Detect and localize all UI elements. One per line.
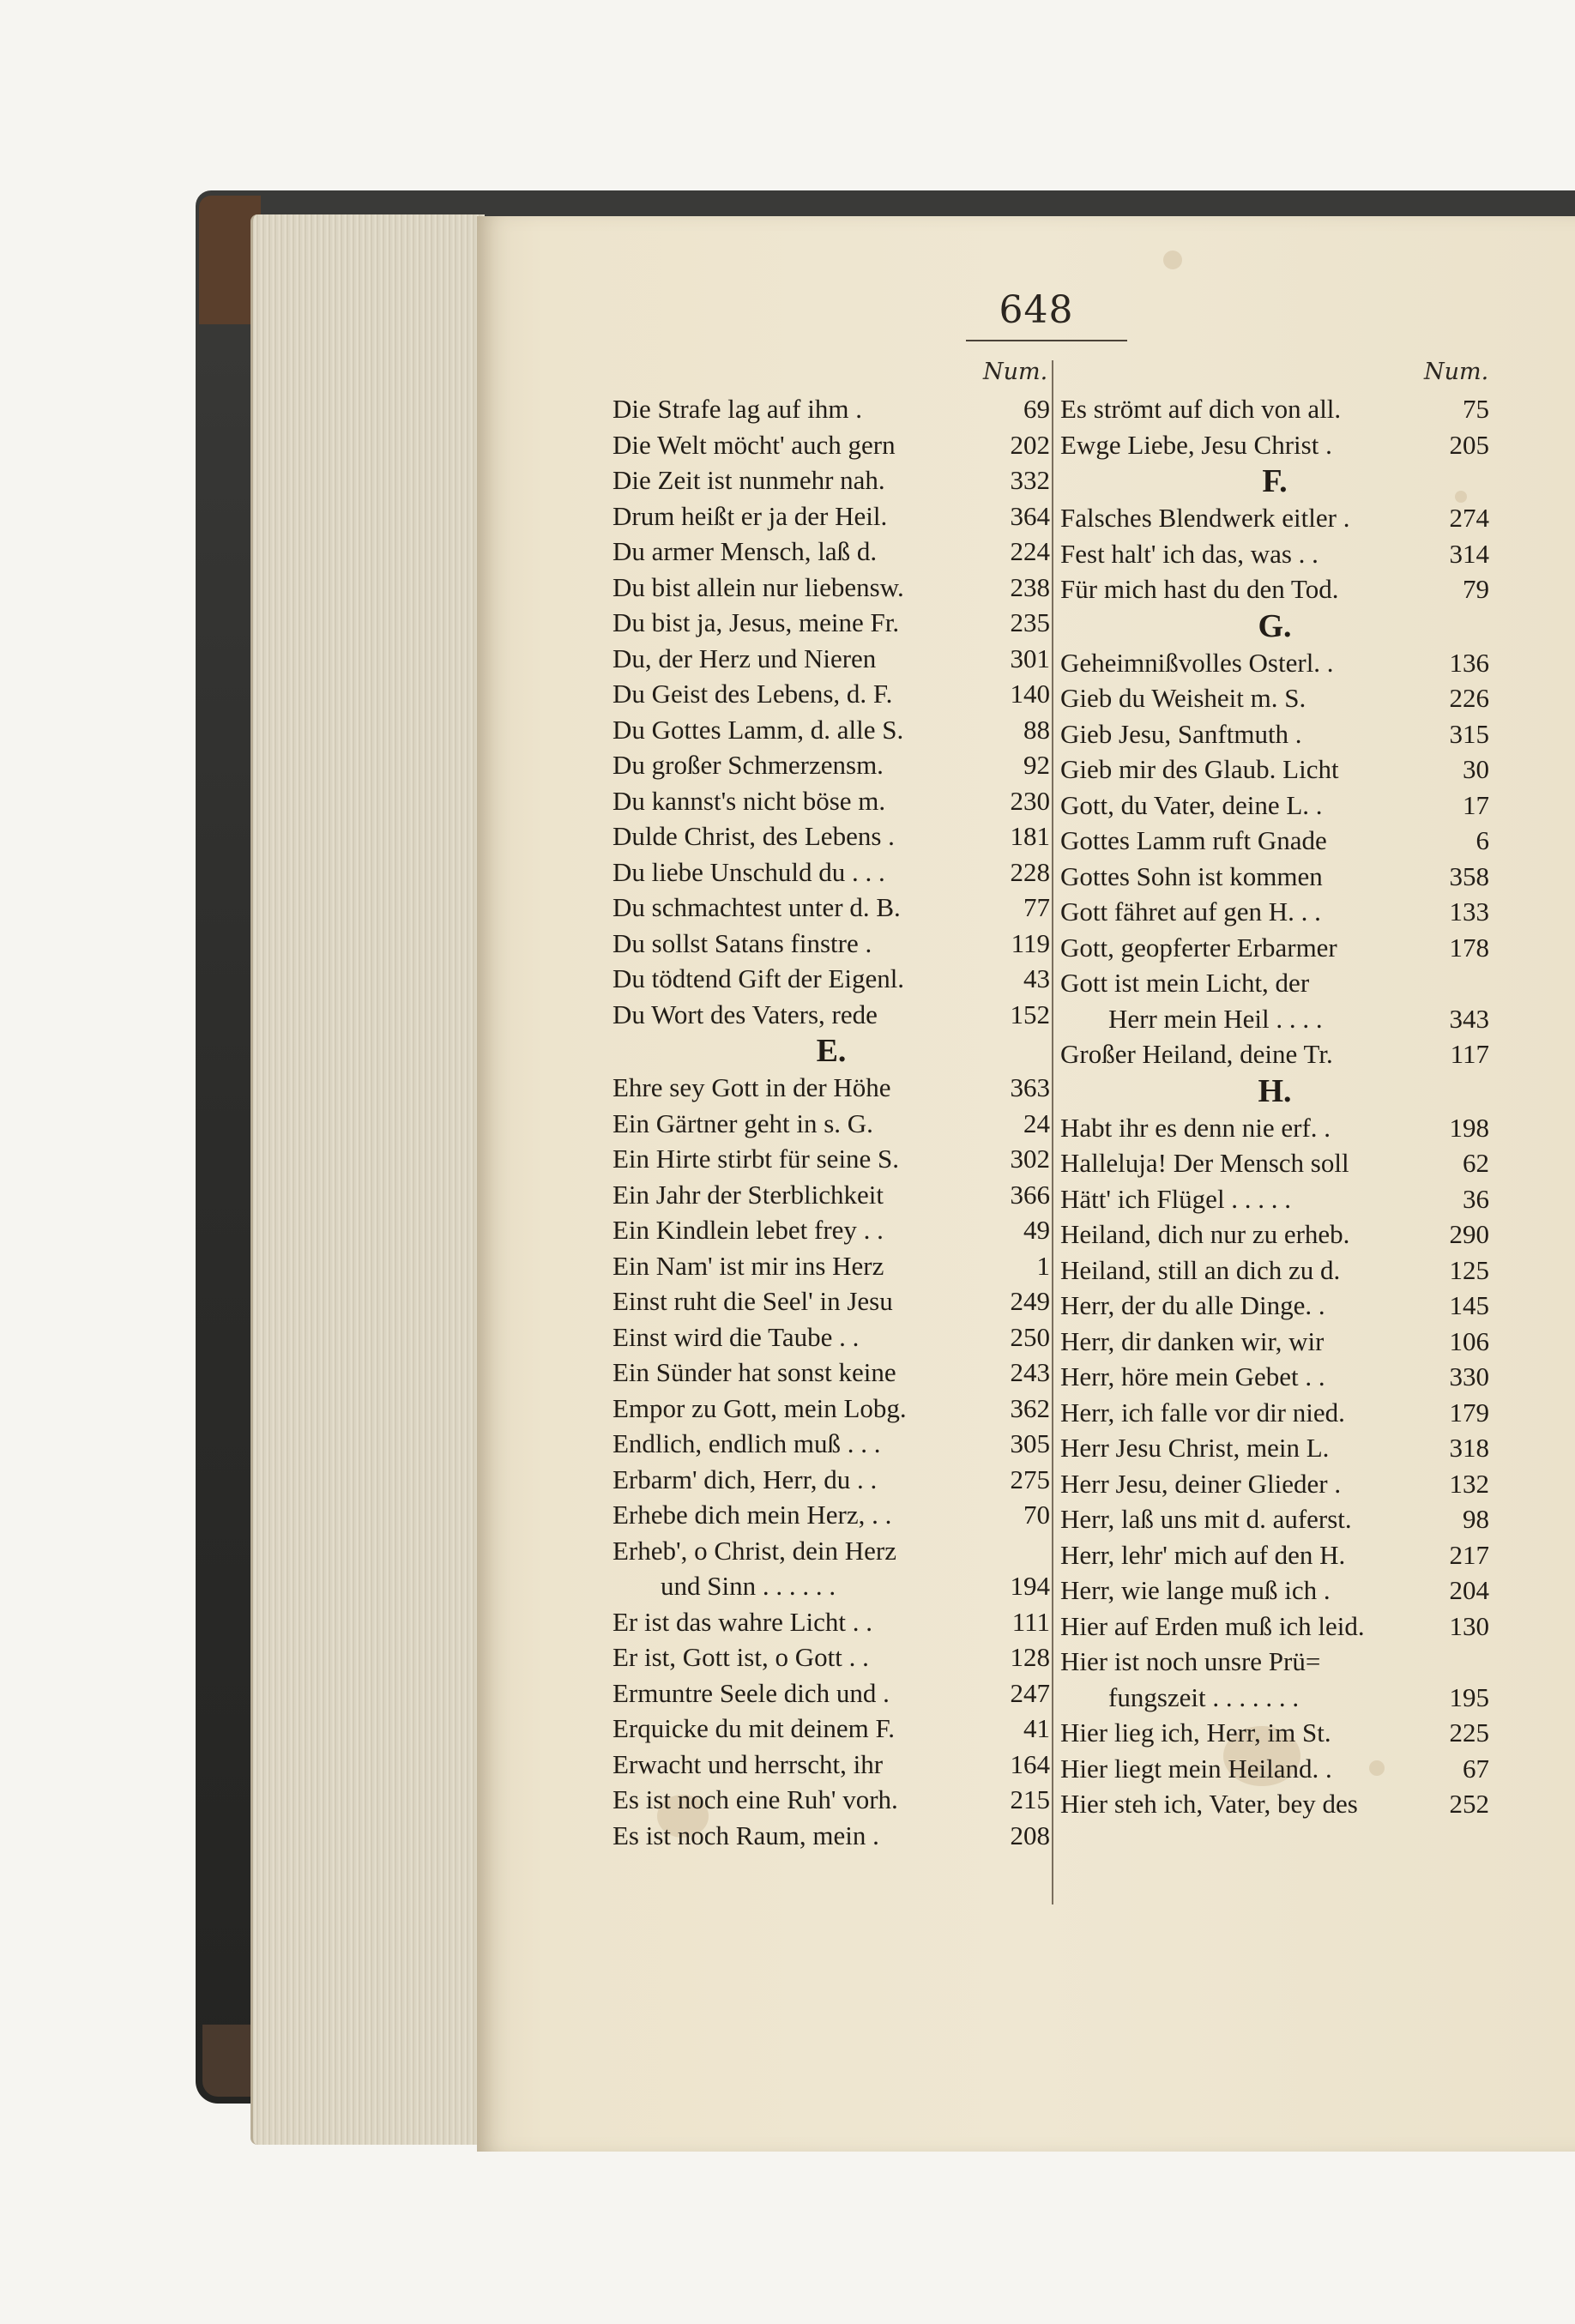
entry-title: Du sollst Satans finstre . — [612, 927, 872, 958]
entry-title: Es ist noch eine Ruh' vorh. — [612, 1784, 898, 1814]
index-entry — [1060, 1324, 1489, 1360]
entry-number: 111 — [1011, 1606, 1050, 1637]
index-entry — [612, 1462, 1050, 1498]
index-entry — [612, 1391, 1050, 1427]
entry-title: Herr, der du alle Dinge. . — [1060, 1290, 1325, 1320]
index-entry — [1060, 1537, 1489, 1573]
entry-title: Herr, dir danken wir, wir — [1060, 1325, 1325, 1356]
entry-number: 228 — [1010, 856, 1050, 887]
entry-number: 132 — [1449, 1468, 1489, 1499]
entry-number: 62 — [1463, 1148, 1489, 1178]
index-entry — [612, 818, 1050, 854]
entry-number: 243 — [1010, 1357, 1050, 1387]
index-entry — [1060, 427, 1489, 463]
index-entry — [1060, 1501, 1489, 1537]
index-entry — [1060, 1715, 1489, 1751]
entry-number: 225 — [1449, 1717, 1489, 1748]
num-header-left: Num. — [983, 359, 1048, 385]
entry-number: 145 — [1449, 1290, 1489, 1320]
index-entry-continuation — [1060, 1001, 1489, 1037]
entry-title: Fest halt' ich das, was . . — [1060, 538, 1319, 569]
entry-number: 119 — [1011, 927, 1050, 958]
index-entry — [612, 1141, 1050, 1177]
index-entry — [1060, 500, 1489, 536]
index-entry — [1060, 1145, 1489, 1181]
index-entry — [1060, 1609, 1489, 1645]
entry-title: Ein Kindlein lebet frey . . — [612, 1215, 884, 1245]
index-entry — [612, 427, 1050, 463]
entry-number: 215 — [1010, 1784, 1050, 1814]
entry-title: Erbarm' dich, Herr, du . . — [612, 1464, 878, 1494]
index-entry — [1060, 930, 1489, 966]
entry-title: Herr Jesu, deiner Glieder . — [1060, 1468, 1342, 1499]
entry-title: Hier steh ich, Vater, bey des — [1060, 1789, 1358, 1819]
index-entry — [1060, 1181, 1489, 1217]
index-entry — [612, 1070, 1050, 1106]
entry-title: Gottes Lamm ruft Gnade — [1060, 825, 1327, 855]
section-letter-f: F. — [1262, 463, 1288, 499]
entry-number: 24 — [1023, 1108, 1050, 1138]
entry-title: Du armer Mensch, laß d. — [612, 536, 878, 566]
entry-title: Hier auf Erden muß ich leid. — [1060, 1610, 1365, 1641]
entry-number: 36 — [1463, 1183, 1489, 1214]
entry-number: 136 — [1449, 647, 1489, 678]
entry-number: 130 — [1449, 1610, 1489, 1641]
entry-number: 92 — [1023, 750, 1050, 780]
entry-number: 6 — [1475, 825, 1489, 855]
entry-number: 230 — [1010, 785, 1050, 816]
index-entry — [612, 997, 1050, 1033]
entry-number: 178 — [1449, 932, 1489, 963]
entry-title: Großer Heiland, deine Tr. — [1060, 1039, 1333, 1069]
entry-number: 314 — [1449, 538, 1489, 569]
entry-title: Gieb mir des Glaub. Licht — [1060, 754, 1339, 784]
index-entry — [1060, 1786, 1489, 1822]
section-letter-g: G. — [1258, 607, 1292, 644]
entry-number: 194 — [1010, 1571, 1050, 1601]
entry-number: 330 — [1449, 1361, 1489, 1391]
index-entry — [612, 961, 1050, 997]
entry-number: 204 — [1449, 1575, 1489, 1605]
index-entry — [612, 1639, 1050, 1675]
entry-title: Er ist, Gott ist, o Gott . . — [612, 1642, 869, 1672]
index-entry — [612, 498, 1050, 534]
entry-title: und Sinn . . . . . . — [661, 1571, 836, 1601]
entry-title: Die Zeit ist nunmehr nah. — [612, 465, 885, 495]
index-entry — [612, 391, 1050, 427]
entry-number: 363 — [1010, 1072, 1050, 1102]
entry-title: Du bist allein nur liebensw. — [612, 571, 904, 602]
index-entry — [1060, 571, 1489, 607]
entry-number: 302 — [1010, 1144, 1050, 1174]
index-entry — [1060, 1466, 1489, 1502]
entry-title: Hier liegt mein Heiland. . — [1060, 1753, 1332, 1784]
index-entry — [612, 1818, 1050, 1854]
entry-number: 274 — [1449, 503, 1489, 533]
entry-number: 125 — [1449, 1254, 1489, 1285]
entry-title: Falsches Blendwerk eitler . — [1060, 503, 1350, 533]
index-entry — [612, 712, 1050, 748]
index-entry — [1060, 859, 1489, 895]
entry-title: Herr, wie lange muß ich . — [1060, 1575, 1331, 1605]
index-entry — [1060, 965, 1489, 1001]
index-entry — [612, 1177, 1050, 1213]
entry-number: 152 — [1010, 999, 1050, 1029]
index-entry — [1060, 788, 1489, 824]
entry-number: 198 — [1449, 1112, 1489, 1143]
index-entry — [612, 1283, 1050, 1319]
index-entry — [1060, 823, 1489, 859]
entry-number: 332 — [1010, 465, 1050, 495]
entry-title: Herr, ich falle vor dir nied. — [1060, 1397, 1345, 1428]
index-column-right — [1060, 391, 1489, 1822]
entry-number: 179 — [1449, 1397, 1489, 1428]
entry-title: Du kannst's nicht böse m. — [612, 785, 886, 816]
entry-number: 250 — [1010, 1321, 1050, 1352]
index-entry — [612, 1782, 1050, 1818]
entry-number: 343 — [1449, 1003, 1489, 1034]
entry-title: Du Gottes Lamm, d. alle S. — [612, 714, 904, 745]
entry-number: 247 — [1010, 1677, 1050, 1708]
entry-title: Gieb Jesu, Sanftmuth . — [1060, 718, 1302, 749]
entry-number: 208 — [1010, 1820, 1050, 1850]
entry-title: Ehre sey Gott in der Höhe — [612, 1072, 891, 1102]
entry-number: 217 — [1449, 1539, 1489, 1570]
index-entry — [612, 1212, 1050, 1248]
index-entry — [612, 1711, 1050, 1747]
entry-title: Erwacht und herrscht, ihr — [612, 1748, 884, 1779]
section-letter-h: H. — [1258, 1072, 1292, 1109]
entry-title: Erhebe dich mein Herz, . . — [612, 1500, 892, 1530]
entry-title: Du Geist des Lebens, d. F. — [612, 679, 893, 709]
index-entry — [1060, 1110, 1489, 1146]
entry-number: 224 — [1010, 536, 1050, 566]
entry-number: 79 — [1463, 574, 1489, 604]
entry-title: Ein Hirte stirbt für seine S. — [612, 1144, 900, 1174]
entry-number: 69 — [1023, 394, 1050, 424]
index-entry — [1060, 1644, 1489, 1680]
entry-title: Ein Sünder hat sonst keine — [612, 1357, 896, 1387]
entry-number: 235 — [1010, 607, 1050, 637]
entry-number: 117 — [1450, 1039, 1489, 1069]
entry-title: Gott, du Vater, deine L. . — [1060, 789, 1323, 820]
entry-title: Herr mein Heil . . . . — [1108, 1003, 1323, 1034]
entry-number: 226 — [1449, 683, 1489, 713]
entry-title: Einst ruht die Seel' in Jesu — [612, 1286, 893, 1316]
entry-title: Du tödtend Gift der Eigenl. — [612, 963, 905, 993]
index-entry — [1060, 716, 1489, 752]
entry-number: 128 — [1010, 1642, 1050, 1672]
entry-number: 88 — [1023, 714, 1050, 745]
page-edges — [250, 214, 485, 2145]
index-entry — [612, 890, 1050, 926]
index-entry — [612, 1497, 1050, 1533]
index-entry — [1060, 752, 1489, 788]
index-entry — [612, 926, 1050, 962]
entry-number: 41 — [1023, 1713, 1050, 1743]
entry-title: Es ist noch Raum, mein . — [612, 1820, 879, 1850]
entry-title: Hier lieg ich, Herr, im St. — [1060, 1717, 1331, 1748]
stain-spot — [1163, 251, 1182, 269]
entry-number: 164 — [1010, 1748, 1050, 1779]
entry-title: Gott fähret auf gen H. . . — [1060, 896, 1321, 927]
entry-title: Herr, laß uns mit d. auferst. — [1060, 1504, 1352, 1534]
entry-title: Ein Gärtner geht in s. G. — [612, 1108, 873, 1138]
index-entry — [1060, 536, 1489, 572]
index-entry — [1060, 645, 1489, 681]
entry-number: 275 — [1010, 1464, 1050, 1494]
index-entry — [612, 1533, 1050, 1569]
entry-title: Herr, höre mein Gebet . . — [1060, 1361, 1325, 1391]
index-entry — [1060, 1253, 1489, 1289]
entry-title: Endlich, endlich muß . . . — [612, 1428, 881, 1458]
entry-number: 98 — [1463, 1504, 1489, 1534]
entry-number: 133 — [1449, 896, 1489, 927]
entry-number: 202 — [1010, 429, 1050, 460]
entry-title: Erquicke du mit deinem F. — [612, 1713, 895, 1743]
entry-title: Die Welt möcht' auch gern — [612, 429, 896, 460]
entry-title: Ein Nam' ist mir ins Herz — [612, 1250, 884, 1281]
index-entry — [1060, 1572, 1489, 1609]
entry-title: Hier ist noch unsre Prü= — [1060, 1646, 1321, 1676]
entry-number: 358 — [1449, 860, 1489, 891]
index-entry — [612, 570, 1050, 606]
index-entry — [612, 783, 1050, 819]
index-entry — [612, 1675, 1050, 1711]
entry-number: 17 — [1463, 789, 1489, 820]
entry-number: 70 — [1023, 1500, 1050, 1530]
index-entry — [612, 1355, 1050, 1391]
index-entry — [1060, 1430, 1489, 1466]
index-entry — [1060, 391, 1489, 427]
entry-number: 67 — [1463, 1753, 1489, 1784]
entry-title: Hätt' ich Flügel . . . . . — [1060, 1183, 1292, 1214]
index-entry-continuation — [1060, 1680, 1489, 1716]
index-entry — [1060, 1395, 1489, 1431]
entry-title: Ewge Liebe, Jesu Christ . — [1060, 429, 1332, 460]
entry-number: 49 — [1023, 1215, 1050, 1245]
entry-number: 205 — [1449, 429, 1489, 460]
index-entry — [1060, 1216, 1489, 1253]
entry-number: 77 — [1023, 892, 1050, 922]
section-letter-e: E. — [816, 1033, 847, 1069]
entry-title: Geheimnißvolles Osterl. . — [1060, 647, 1334, 678]
entry-number: 43 — [1023, 963, 1050, 993]
index-entry — [612, 641, 1050, 677]
entry-title: fungszeit . . . . . . . — [1108, 1681, 1300, 1712]
entry-title: Ermuntre Seele dich und . — [612, 1677, 890, 1708]
entry-title: Einst wird die Taube . . — [612, 1321, 860, 1352]
entry-title: Drum heißt er ja der Heil. — [612, 500, 888, 531]
entry-number: 318 — [1449, 1433, 1489, 1463]
index-entry — [612, 676, 1050, 712]
index-entry — [1060, 1751, 1489, 1787]
entry-number: 106 — [1449, 1325, 1489, 1356]
entry-title: Halleluja! Der Mensch soll — [1060, 1148, 1349, 1178]
entry-title: Erheb', o Christ, dein Herz — [612, 1535, 896, 1566]
entry-title: Herr, lehr' mich auf den H. — [1060, 1539, 1346, 1570]
entry-title: Gottes Sohn ist kommen — [1060, 860, 1323, 891]
entry-number: 181 — [1010, 821, 1050, 851]
index-entry — [612, 462, 1050, 498]
index-entry — [612, 605, 1050, 641]
entry-title: Er ist das wahre Licht . . — [612, 1606, 873, 1637]
num-header-right: Num. — [1424, 359, 1489, 385]
index-entry — [1060, 1288, 1489, 1324]
index-entry — [612, 534, 1050, 570]
entry-title: Für mich hast du den Tod. — [1060, 574, 1339, 604]
index-entry — [612, 747, 1050, 783]
header-rule — [966, 340, 1127, 341]
entry-number: 301 — [1010, 643, 1050, 673]
entry-title: Gott ist mein Licht, der — [1060, 968, 1310, 998]
index-column-left — [612, 391, 1050, 1853]
index-entry — [1060, 894, 1489, 930]
entry-title: Habt ihr es denn nie erf. . — [1060, 1112, 1331, 1143]
book-corner-bottom — [202, 2025, 254, 2097]
entry-number: 305 — [1010, 1428, 1050, 1458]
entry-title: Du Wort des Vaters, rede — [612, 999, 878, 1029]
entry-title: Heiland, dich nur zu erheb. — [1060, 1219, 1350, 1249]
column-divider — [1052, 360, 1053, 1904]
entry-title: Heiland, still an dich zu d. — [1060, 1254, 1341, 1285]
entry-title: Du schmachtest unter d. B. — [612, 892, 901, 922]
entry-number: 315 — [1449, 718, 1489, 749]
entry-title: Dulde Christ, des Lebens . — [612, 821, 895, 851]
entry-title: Ein Jahr der Sterblichkeit — [612, 1179, 884, 1210]
entry-number: 364 — [1010, 500, 1050, 531]
index-entry — [612, 1248, 1050, 1284]
entry-number: 1 — [1036, 1250, 1050, 1281]
entry-title: Du bist ja, Jesus, meine Fr. — [612, 607, 900, 637]
index-entry — [1060, 680, 1489, 716]
entry-title: Herr Jesu Christ, mein L. — [1060, 1433, 1330, 1463]
entry-title: Es strömt auf dich von all. — [1060, 394, 1342, 424]
index-entry — [612, 1604, 1050, 1640]
entry-number: 238 — [1010, 571, 1050, 602]
page-number: 648 — [999, 288, 1074, 332]
entry-number: 249 — [1010, 1286, 1050, 1316]
entry-number: 366 — [1010, 1179, 1050, 1210]
entry-title: Du liebe Unschuld du . . . — [612, 856, 885, 887]
entry-number: 140 — [1010, 679, 1050, 709]
index-entry — [612, 1426, 1050, 1462]
entry-number: 252 — [1449, 1789, 1489, 1819]
entry-title: Du, der Herz und Nieren — [612, 643, 877, 673]
entry-number: 290 — [1449, 1219, 1489, 1249]
index-entry-continuation — [612, 1568, 1050, 1604]
index-entry — [612, 854, 1050, 890]
entry-title: Die Strafe lag auf ihm . — [612, 394, 862, 424]
entry-title: Gott, geopferter Erbarmer — [1060, 932, 1337, 963]
index-entry — [612, 1319, 1050, 1355]
index-entry — [1060, 1359, 1489, 1395]
entry-number: 30 — [1463, 754, 1489, 784]
entry-title: Du großer Schmerzensm. — [612, 750, 884, 780]
index-entry — [612, 1106, 1050, 1142]
index-entry — [612, 1747, 1050, 1783]
entry-number: 362 — [1010, 1392, 1050, 1423]
index-entry — [1060, 1036, 1489, 1072]
entry-title: Empor zu Gott, mein Lobg. — [612, 1392, 907, 1423]
entry-number: 195 — [1449, 1681, 1489, 1712]
entry-number: 75 — [1463, 394, 1489, 424]
entry-title: Gieb du Weisheit m. S. — [1060, 683, 1306, 713]
